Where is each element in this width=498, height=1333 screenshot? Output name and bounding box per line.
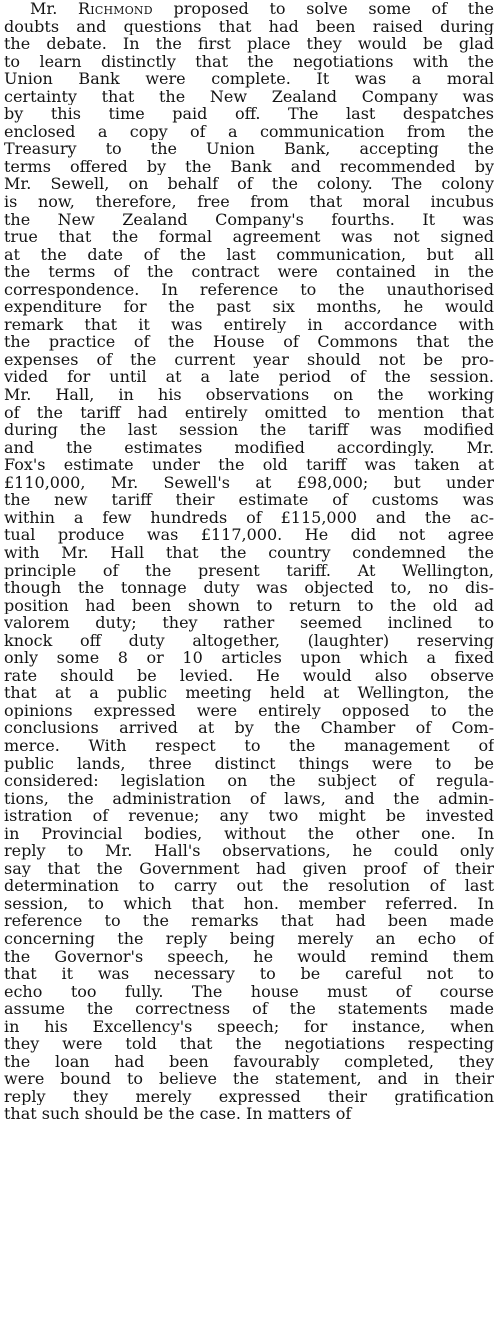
text-line: of the tariff had entirely omitted to mention that xyxy=(4,403,494,422)
text-line: merce. With respect to the management of xyxy=(4,736,494,755)
text-line: the new tariff their estimate of customs was xyxy=(4,491,494,509)
text-line: certainty that the New Zealand Company was xyxy=(4,87,494,106)
text-line: reference to the remarks that had been made xyxy=(4,912,494,930)
text-line: and the estimates modified accordingly. Mr. xyxy=(4,438,494,457)
text-line: considered: legislation on the subject of regula- xyxy=(4,772,494,790)
text-line: correspondence. In reference to the unauthorised xyxy=(4,280,494,299)
text-line: Union Bank were complete. It was a moral xyxy=(4,70,494,88)
text-line: knock off duty altogether, (laughter) reserving xyxy=(4,631,494,650)
text-line: reply to Mr. Hall's observations, he could only xyxy=(4,842,494,860)
text-line: Mr. Sewell, on behalf of the colony. The colony xyxy=(4,175,494,194)
text-line: the loan had been favourably completed, they xyxy=(4,1052,494,1071)
text-line: tual produce was £117,000. He did not agree xyxy=(4,526,494,544)
text-line: expenditure for the past six months, he would xyxy=(4,298,494,316)
text-line: session, to which that hon. member referred. In xyxy=(4,894,494,913)
text-line: during the last session the tariff was modified xyxy=(4,421,494,439)
text-line: opinions expressed were entirely opposed to the xyxy=(4,701,494,720)
text-line: that it was necessary to be careful not to xyxy=(4,965,494,983)
text-line: they were told that the negotiations respecting xyxy=(4,1035,494,1053)
text-line: the Governor's speech, he would remind them xyxy=(4,947,494,966)
text-line: the debate. In the first place they would be glad xyxy=(4,35,494,53)
text-line: Treasury to the Union Bank, accepting the xyxy=(4,140,494,158)
text-line: £110,000, Mr. Sewell's at £98,000; but under xyxy=(4,473,494,492)
text-line: terms offered by the Bank and recommended by xyxy=(4,157,494,176)
text-line: in his Excellency's speech; for instance, when xyxy=(4,1017,494,1036)
text-line: echo too fully. The house must of course xyxy=(4,982,494,1001)
text-line: within a few hundreds of £115,000 and the ac- xyxy=(4,508,494,527)
text-line: position had been shown to return to the old ad xyxy=(4,596,494,615)
text-line: the New Zealand Company's fourths. It was xyxy=(4,210,494,229)
text-line: that at a public meeting held at Wellington, the xyxy=(4,684,494,702)
text-line: expenses of the current year should not be pro- xyxy=(4,350,494,369)
text-line: conclusions arrived at by the Chamber of Com- xyxy=(4,719,494,737)
text-line: tions, the administration of laws, and the admin- xyxy=(4,789,494,808)
text-line: concerning the reply being merely an echo of xyxy=(4,929,494,948)
text-line: vided for until at a late period of the session. xyxy=(4,368,494,387)
text-line: enclosed a copy of a communication from the xyxy=(4,122,494,141)
text-line: Fox's estimate under the old tariff was taken at xyxy=(4,456,494,474)
text-line: principle of the present tariff. At Wellington, xyxy=(4,561,494,580)
article-text xyxy=(4,0,494,1123)
text-line: say that the Government had given proof of their xyxy=(4,859,494,878)
text-line: Mr. Richmond proposed to solve some of the xyxy=(30,0,494,18)
text-line: doubts and questions that had been raised during xyxy=(4,17,494,36)
text-line: true that the formal agreement was not signed xyxy=(4,228,494,246)
text-line: though the tonnage duty was objected to, no dis- xyxy=(4,579,494,597)
text-line: at the date of the last communication, but all xyxy=(4,245,494,264)
text-line: in Provincial bodies, without the other one. In xyxy=(4,824,494,843)
text-line: the practice of the House of Commons that the xyxy=(4,333,494,351)
text-line: rate should be levied. He would also observe xyxy=(4,666,494,685)
text-line: reply they merely expressed their gratification xyxy=(4,1087,494,1106)
text-line: the terms of the contract were contained in the xyxy=(4,263,494,281)
text-line: were bound to believe the statement, and in their xyxy=(4,1070,494,1088)
text-line: that such should be the case. In matters of xyxy=(4,1105,352,1123)
text-line: valorem duty; they rather seemed inclined to xyxy=(4,614,494,632)
text-line: is now, therefore, free from that moral incubus xyxy=(4,193,494,211)
speaker-name: Richmond xyxy=(78,0,153,18)
text-line: assume the correctness of the statements made xyxy=(4,1000,494,1018)
text-line: to learn distinctly that the negotiations with the xyxy=(4,52,494,71)
text-line: only some 8 or 10 articles upon which a fixed xyxy=(4,649,494,667)
text-line: with Mr. Hall that the country condemned the xyxy=(4,543,494,562)
text-line: public lands, three distinct things were to be xyxy=(4,754,494,773)
text-line: remark that it was entirely in accordance with xyxy=(4,315,494,334)
text-line: istration of revenue; any two might be invested xyxy=(4,807,494,825)
text-line: Mr. Hall, in his observations on the working xyxy=(4,386,494,404)
text-line: by this time paid off. The last despatches xyxy=(4,105,494,123)
text-line: determination to carry out the resolution of last xyxy=(4,877,494,895)
